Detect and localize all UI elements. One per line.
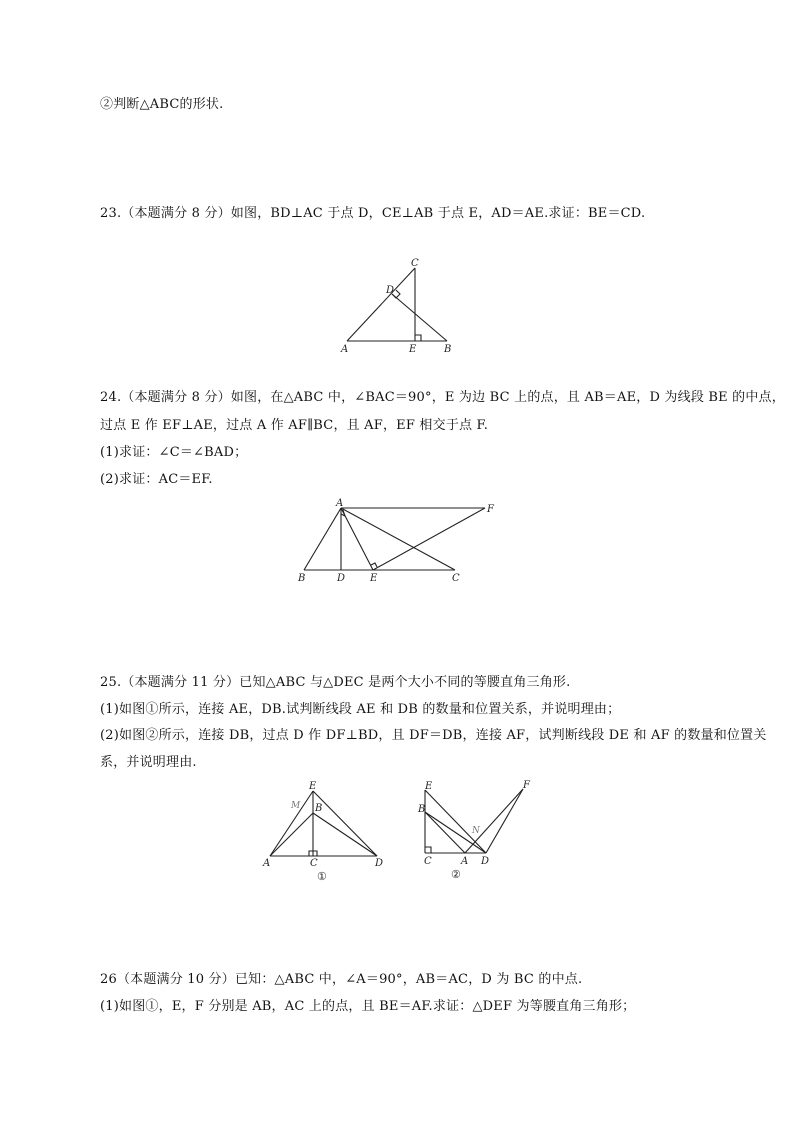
q25-f2-label-C: C [424,856,432,867]
q24-text1: 24.（本题满分 8 分）如图，在△ABC 中，∠BAC＝90°，E 为边 BC 上的点，且 AB＝AE，D 为线段 BE 的中点， [100,390,785,405]
q24-part2: (2)求证：AC＝EF. [100,472,213,487]
q26-text: 26（本题满分 10 分）已知：△ABC 中，∠A＝90°，AB＝AC，D 为 BC 的中点. [100,972,583,987]
q25-f1-label-B: B [315,803,323,814]
q25-f2-label-A: A [461,856,469,867]
q25-f1-label-M: M [291,801,301,811]
q23-label-A: A [341,344,349,355]
q25-part2b: 系，并说明理由. [100,755,197,770]
q23-label-C: C [411,258,419,269]
q23-label-E: E [409,344,417,355]
q25-f2-label-D: D [481,856,490,867]
q24-label-C: C [452,573,460,584]
q25-f1-label-C: C [310,858,318,869]
q24-label-D: D [337,573,346,584]
q24-label-F: F [487,504,494,515]
q24-part1: (1)求证：∠C＝∠BAD； [100,445,248,460]
q25-f2-label-E: E [425,781,433,792]
q24-label-A: A [336,498,344,509]
q23-text: 23.（本题满分 8 分）如图，BD⊥AC 于点 D，CE⊥AB 于点 E，AD＝AE.求证：BE＝CD. [100,206,646,221]
q25-part1: (1)如图①所示，连接 AE，DB.试判断线段 AE 和 DB 的数量和位置关系，并说明理由； [100,702,621,717]
q24-text2: 过点 E 作 EF⊥AE，过点 A 作 AF∥BC，且 AF，EF 相交于点 F. [100,418,489,433]
q24-label-B: B [298,573,306,584]
q25-f2-label-F: F [523,780,530,791]
q25-f2-label-B: B [418,804,426,815]
q25-f1-label-D: D [375,858,384,869]
q25-part2a: (2)如图②所示，连接 DB，过点 D 作 DF⊥BD，且 DF＝DB，连接 AF，试判断线段 DE 和 AF 的数量和位置关 [100,728,767,743]
q22-part2: ②判断△ABC的形状. [100,97,224,112]
q25-f1-label-A: A [263,858,271,869]
q24-label-E: E [370,573,378,584]
q25-text: 25.（本题满分 11 分）已知△ABC 与△DEC 是两个大小不同的等腰直角三角形. [100,675,571,690]
q25-f1-label-E: E [309,781,317,792]
q25-f2-label-N: N [472,826,480,836]
q23-label-D: D [386,285,395,296]
q25-fig2-caption: ② [451,868,461,881]
q25-fig1-caption: ① [317,870,327,883]
q23-label-B: B [444,344,452,355]
q26-part1: (1)如图①，E，F 分别是 AB，AC 上的点，且 BE＝AF.求证：△DEF 为等腰直角三角形； [100,999,636,1014]
